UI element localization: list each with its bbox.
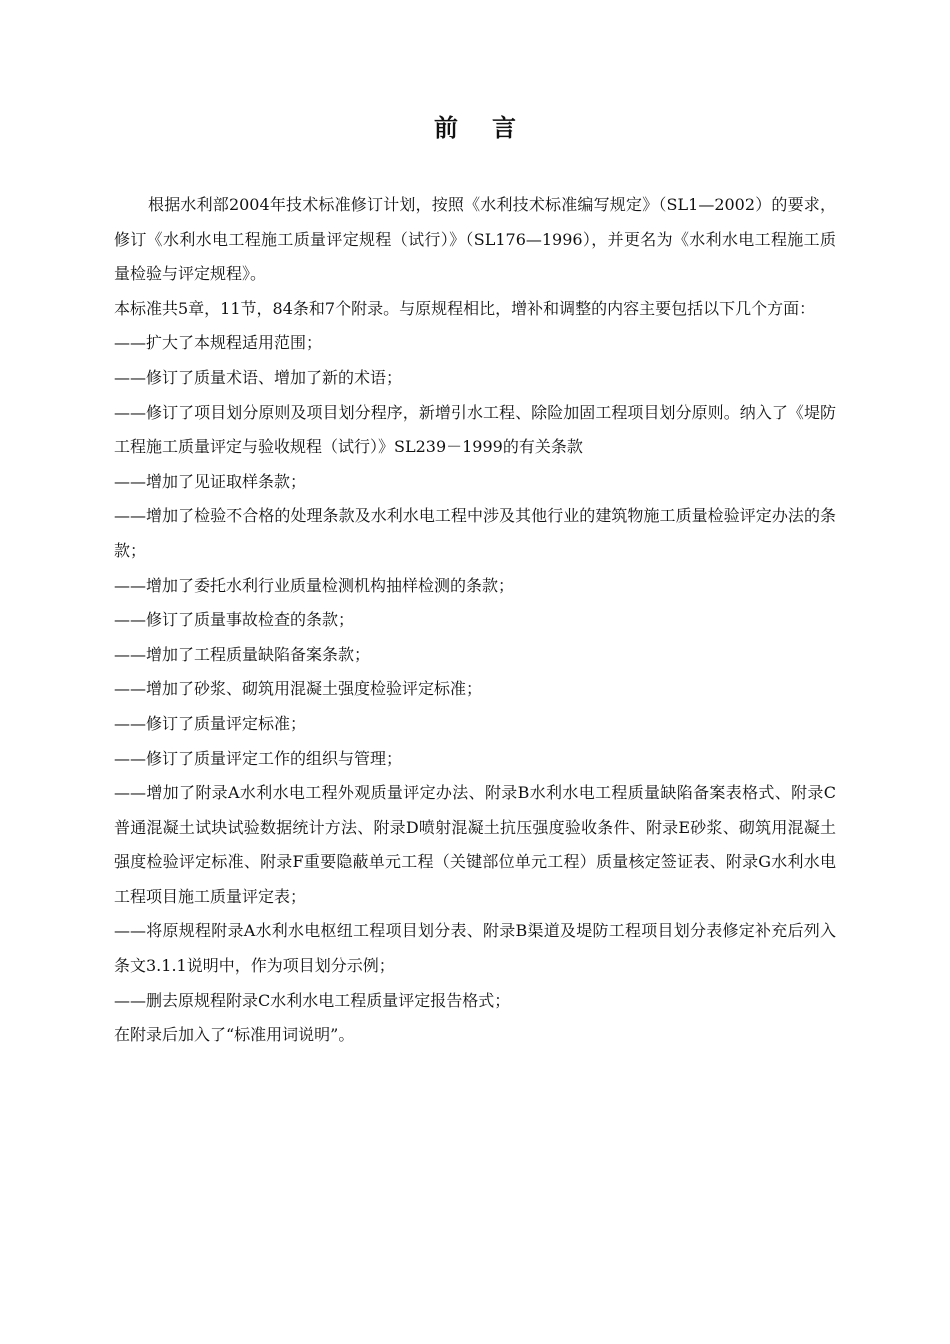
- list-item: ——将原规程附录A水利水电枢纽工程项目划分表、附录B渠道及堤防工程项目划分表修定补充后列入条文3.1.1说明中，作为项目划分示例；: [114, 921, 836, 976]
- list-item: ——增加了砂浆、砌筑用混凝土强度检验评定标准；: [114, 679, 483, 699]
- list-item: ——扩大了本规程适用范围；: [114, 333, 323, 353]
- list-item: ——增加了附录A水利水电工程外观质量评定办法、附录B水利水电工程质量缺陷备案表格式、附录C普通混凝土试块试验数据统计方法、附录D喷射混凝土抗压强度验收条件、附录E砂浆、砌筑用混凝土强度检验评定标准、附录F重要隐蔽单元工程（关键部位单元工程）质量核定签证表、附录G水利水电工程项目施工质量评定表；: [114, 783, 836, 906]
- list-item: ——增加了检验不合格的处理条款及水利水电工程中涉及其他行业的建筑物施工质量检验评定办法的条款；: [114, 506, 836, 560]
- list-item: ——修订了质量评定工作的组织与管理；: [114, 748, 403, 768]
- list-item: ——增加了委托水利行业质量检测机构抽样检测的条款；: [114, 575, 515, 595]
- list-item: ——增加了工程质量缺陷备案条款；: [114, 644, 371, 664]
- paragraph-1: 根据水利部2004年技术标准修订计划，按照《水利技术标准编写规定》（SL1—2002）的要求，修订《水利水电工程施工质量评定规程（试行）》（SL176—1996），并更名为《水利水电工程施工质量检验与评定规程》。: [114, 195, 836, 284]
- preface-body: [114, 188, 836, 1053]
- closing-paragraph: 在附录后加入了“标准用词说明”。: [114, 1025, 355, 1045]
- list-item: ——删去原规程附录C水利水电工程质量评定报告格式；: [114, 990, 511, 1010]
- list-item: ——修订了质量评定标准；: [114, 713, 307, 733]
- list-item: ——修订了质量事故检查的条款；: [114, 610, 355, 630]
- list-item: ——增加了见证取样条款；: [114, 471, 307, 491]
- list-item: ——修订了质量术语、增加了新的术语；: [114, 367, 403, 387]
- page-title: 前言: [434, 113, 550, 142]
- list-item: ——修订了项目划分原则及项目划分程序，新增引水工程、除险加固工程项目划分原则。纳入了《堤防工程施工质量评定与验收规程（试行）》SL239－1999的有关条款: [114, 402, 836, 457]
- paragraph-2: 本标准共5章，11节，84条和7个附录。与原规程相比，增补和调整的内容主要包括以下几个方面：: [114, 298, 816, 318]
